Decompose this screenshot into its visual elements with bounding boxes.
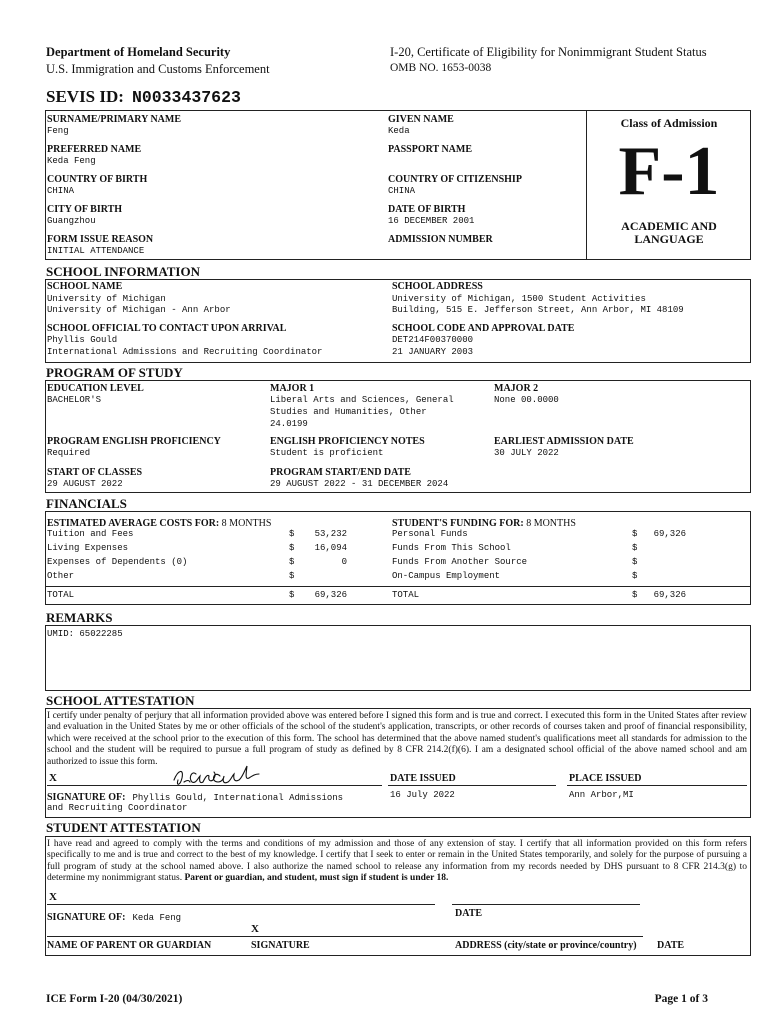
funding-item: Funds From Another Source bbox=[392, 557, 528, 567]
form-title: I-20, Certificate of Eligibility for Nonimmigrant Student Status bbox=[390, 45, 707, 59]
cost-row bbox=[47, 571, 347, 585]
major2-value: None 00.0000 bbox=[494, 395, 559, 405]
costs-total-amount: 69,326 bbox=[314, 590, 347, 600]
school-signer-line2: and Recruiting Coordinator bbox=[47, 803, 188, 813]
major1-line3: 24.0199 bbox=[270, 419, 308, 429]
school-name-line1: University of Michigan bbox=[47, 294, 166, 304]
surname-value: Feng bbox=[47, 126, 69, 136]
given-name-value: Keda bbox=[388, 126, 410, 136]
preferred-name-label: PREFERRED NAME bbox=[47, 144, 142, 155]
remarks-box bbox=[45, 625, 751, 691]
earliest-admission-label: EARLIEST ADMISSION DATE bbox=[494, 436, 634, 447]
date-issued-label: DATE ISSUED bbox=[390, 773, 456, 784]
funding-total-currency: $ bbox=[632, 590, 638, 600]
funding-total-label: TOTAL bbox=[392, 590, 420, 600]
financials-heading: FINANCIALS bbox=[46, 496, 127, 511]
earliest-admission-value: 30 JULY 2022 bbox=[494, 448, 559, 458]
sevis-id bbox=[46, 87, 241, 107]
class-of-admission-desc bbox=[587, 220, 751, 246]
student-signer: Keda Feng bbox=[132, 913, 182, 923]
program-dates-value: 29 AUGUST 2022 - 31 DECEMBER 2024 bbox=[270, 479, 449, 489]
citizenship-label: COUNTRY OF CITIZENSHIP bbox=[388, 174, 522, 185]
birth-city-value: Guangzhou bbox=[47, 216, 96, 226]
school-address-line2: Building, 515 E. Jefferson Street, Ann Arbor, MI 48109 bbox=[392, 305, 684, 315]
school-info-heading: SCHOOL INFORMATION bbox=[46, 264, 200, 279]
school-attestation-text: I certify under penalty of perjury that all information provided above was entered before I signed this form and is true and correct. I executed this form in the United States after review and evaluation in the United States by me or other officials of the school of the student's application, transcripts, or other records of courses taken and proof of financial responsibility, which were received at the school prior to the execution of this form. The school has determined that the above named student's qualifications meet all standards for admission to the school and the student will be required to pursue a full program of study as defined by 8 CFR 214.2(f)(6). I am a designated school official of the above named school and am authorized to issue this form. bbox=[47, 711, 747, 767]
class-of-admission-value: F-1 bbox=[618, 133, 720, 210]
school-signer-line1: Phyllis Gould, International Admissions bbox=[132, 793, 344, 803]
school-address-label: SCHOOL ADDRESS bbox=[392, 281, 483, 292]
student-attestation-text bbox=[47, 839, 747, 885]
given-name-label: GIVEN NAME bbox=[388, 114, 454, 125]
funding-total-amount: 69,326 bbox=[653, 590, 686, 600]
start-of-classes-value: 29 AUGUST 2022 bbox=[47, 479, 123, 489]
funding-label: STUDENT'S FUNDING FOR: bbox=[392, 518, 524, 529]
parent-sign-x: X bbox=[251, 923, 259, 935]
parent-address-label: ADDRESS (city/state or province/country) bbox=[455, 940, 637, 951]
sevis-id-value: N0033437623 bbox=[131, 88, 241, 107]
place-issued-label: PLACE ISSUED bbox=[569, 773, 642, 784]
program-dates-label: PROGRAM START/END DATE bbox=[270, 467, 411, 478]
cost-row bbox=[47, 543, 347, 557]
cost-currency: $ bbox=[289, 529, 295, 539]
funding-item: Personal Funds bbox=[392, 529, 468, 539]
major1-line2: Studies and Humanities, Other bbox=[270, 407, 427, 417]
school-official-name: Phyllis Gould bbox=[47, 335, 118, 345]
preferred-name-value: Keda Feng bbox=[47, 156, 96, 166]
school-approval-date: 21 JANUARY 2003 bbox=[392, 347, 474, 357]
school-official-title: International Admissions and Recruiting Coordinator bbox=[47, 347, 323, 357]
birth-country-value: CHINA bbox=[47, 186, 75, 196]
start-of-classes-label: START OF CLASSES bbox=[47, 467, 143, 478]
funding-row bbox=[392, 557, 692, 571]
funding-currency: $ bbox=[632, 571, 638, 581]
funding-row bbox=[392, 529, 692, 543]
funding-row bbox=[392, 571, 692, 585]
funding-list bbox=[392, 529, 692, 585]
education-level-label: EDUCATION LEVEL bbox=[47, 383, 144, 394]
birth-city-label: CITY OF BIRTH bbox=[47, 204, 123, 215]
school-attestation-heading: SCHOOL ATTESTATION bbox=[46, 693, 195, 708]
cost-item: Expenses of Dependents (0) bbox=[47, 557, 188, 567]
passport-name-label: PASSPORT NAME bbox=[388, 144, 473, 155]
date-issued-value: 16 July 2022 bbox=[390, 790, 455, 800]
citizenship-value: CHINA bbox=[388, 186, 416, 196]
english-proficiency-label: PROGRAM ENGLISH PROFICIENCY bbox=[47, 436, 221, 447]
cost-item: Tuition and Fees bbox=[47, 529, 134, 539]
dob-value: 16 DECEMBER 2001 bbox=[388, 216, 475, 226]
costs-list bbox=[47, 529, 347, 585]
cost-amount: 0 bbox=[341, 557, 347, 567]
omb-number: OMB NO. 1653-0038 bbox=[390, 62, 492, 74]
birth-country-label: COUNTRY OF BIRTH bbox=[47, 174, 148, 185]
cost-item: Living Expenses bbox=[47, 543, 129, 553]
parent-name-label: NAME OF PARENT OR GUARDIAN bbox=[47, 940, 212, 951]
education-level-value: BACHELOR'S bbox=[47, 395, 102, 405]
funding-item: Funds From This School bbox=[392, 543, 511, 553]
costs-label: ESTIMATED AVERAGE COSTS FOR: bbox=[47, 518, 220, 529]
program-heading: PROGRAM OF STUDY bbox=[46, 365, 183, 380]
school-address-line1: University of Michigan, 1500 Student Activities bbox=[392, 294, 646, 304]
class-desc-line1: ACADEMIC AND bbox=[621, 219, 717, 233]
student-signature-row bbox=[47, 907, 181, 925]
sub-agency-name: U.S. Immigration and Customs Enforcement bbox=[46, 62, 270, 76]
agency-name: Department of Homeland Security bbox=[46, 45, 231, 59]
school-signature-label: SIGNATURE OF: bbox=[47, 792, 126, 803]
major2-label: MAJOR 2 bbox=[494, 383, 539, 394]
cost-row bbox=[47, 529, 347, 543]
funding-row bbox=[392, 543, 692, 557]
student-signature-label: SIGNATURE OF: bbox=[47, 912, 126, 923]
class-of-admission-label: Class of Admission bbox=[620, 116, 718, 130]
school-sign-x: X bbox=[49, 772, 57, 784]
student-sign-x: X bbox=[49, 891, 57, 903]
funding-currency: $ bbox=[632, 529, 638, 539]
cost-currency: $ bbox=[289, 557, 295, 567]
costs-total-label: TOTAL bbox=[47, 590, 75, 600]
cost-item: Other bbox=[47, 571, 75, 581]
funding-amount: 69,326 bbox=[653, 529, 686, 539]
dob-label: DATE OF BIRTH bbox=[388, 204, 466, 215]
funding-period: 8 MONTHS bbox=[523, 518, 576, 529]
costs-period: 8 MONTHS bbox=[219, 518, 272, 529]
school-code-value: DET214F00370000 bbox=[392, 335, 474, 345]
costs-total-currency: $ bbox=[289, 590, 295, 600]
form-number: ICE Form I-20 (04/30/2021) bbox=[46, 993, 183, 1005]
remarks-heading: REMARKS bbox=[46, 610, 113, 625]
student-date-label: DATE bbox=[455, 908, 483, 919]
english-notes-label: ENGLISH PROFICIENCY NOTES bbox=[270, 436, 425, 447]
form-issue-reason-value: INITIAL ATTENDANCE bbox=[47, 246, 145, 256]
funding-item: On-Campus Employment bbox=[392, 571, 501, 581]
major1-label: MAJOR 1 bbox=[270, 383, 315, 394]
remarks-text: UMID: 65022285 bbox=[47, 629, 123, 639]
cost-row bbox=[47, 557, 347, 571]
student-attestation-bold: Parent or guardian, and student, must sign if student is under 18. bbox=[184, 873, 449, 884]
funding-currency: $ bbox=[632, 557, 638, 567]
parent-date-label: DATE bbox=[657, 940, 685, 951]
school-name-line2: University of Michigan - Ann Arbor bbox=[47, 305, 231, 315]
parent-signature-label: SIGNATURE bbox=[251, 940, 310, 951]
english-proficiency-value: Required bbox=[47, 448, 91, 458]
cost-currency: $ bbox=[289, 571, 295, 581]
class-desc-line2: LANGUAGE bbox=[634, 232, 704, 246]
major1-line1: Liberal Arts and Sciences, General bbox=[270, 395, 454, 405]
school-official-label: SCHOOL OFFICIAL TO CONTACT UPON ARRIVAL bbox=[47, 323, 287, 334]
form-issue-reason-label: FORM ISSUE REASON bbox=[47, 234, 154, 245]
student-attestation-body: I have read and agreed to comply with the terms and conditions of my admission and those of any extension of stay. I certify that all information provided on this form refers specifically to me and is true and correct to the best of my knowledge. I certify that I seek to enter or remain in the United States temporarily, and solely for the purpose of pursuing a full program of study at the school named above. I also authorize the named school to release any information from my records needed by DHS pursuant to 8 CFR 214.3(g) to determine my nonimmigrant status. bbox=[47, 839, 747, 884]
admission-number-label: ADMISSION NUMBER bbox=[388, 234, 493, 245]
page-number: Page 1 of 3 bbox=[654, 993, 708, 1005]
student-attestation-heading: STUDENT ATTESTATION bbox=[46, 820, 201, 835]
surname-label: SURNAME/PRIMARY NAME bbox=[47, 114, 181, 125]
place-issued-value: Ann Arbor,MI bbox=[569, 790, 634, 800]
funding-currency: $ bbox=[632, 543, 638, 553]
english-notes-value: Student is proficient bbox=[270, 448, 384, 458]
cost-amount: 16,094 bbox=[314, 543, 347, 553]
school-name-label: SCHOOL NAME bbox=[47, 281, 123, 292]
school-code-label: SCHOOL CODE AND APPROVAL DATE bbox=[392, 323, 575, 334]
cost-amount: 53,232 bbox=[314, 529, 347, 539]
sevis-id-label: SEVIS ID: bbox=[46, 87, 124, 106]
cost-currency: $ bbox=[289, 543, 295, 553]
